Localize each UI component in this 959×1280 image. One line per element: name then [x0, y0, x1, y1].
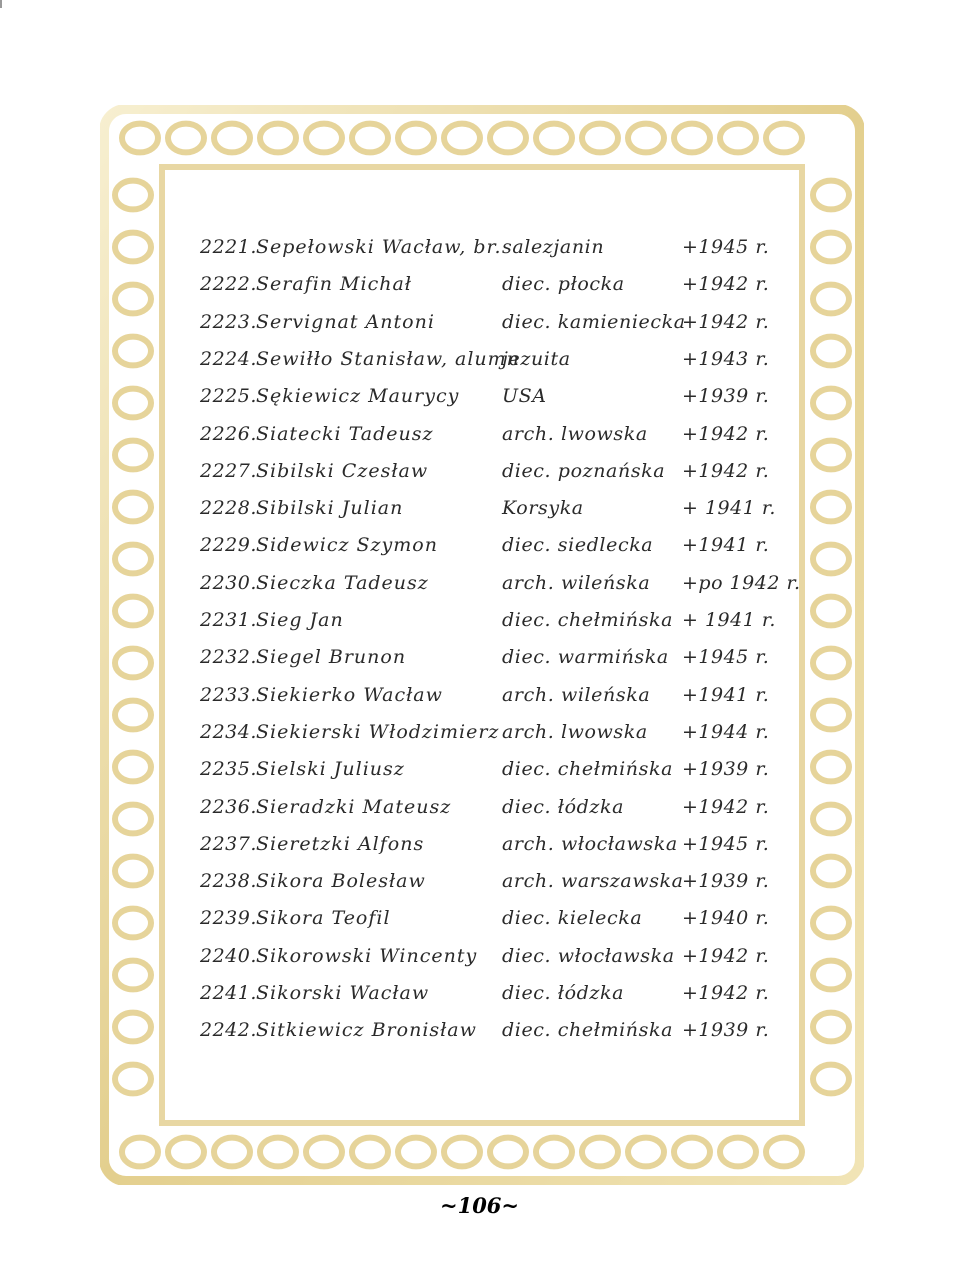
entry-diocese: diec. warmińska — [502, 646, 669, 669]
frame-ornament — [813, 181, 849, 210]
entry-name: Sikora Teofil — [256, 907, 391, 930]
list-entry — [196, 534, 786, 564]
frame-ornament — [352, 1138, 388, 1167]
frame-ornament — [813, 701, 849, 730]
frame-ornament — [122, 124, 158, 153]
list-entry — [196, 385, 786, 415]
list-entry — [196, 273, 786, 303]
entry-death-year: +po 1942 r. — [682, 571, 801, 594]
frame-ornament — [720, 124, 756, 153]
frame-ornament — [115, 337, 151, 366]
entry-death-year: + 1941 r. — [682, 609, 776, 631]
frame-ornament — [813, 337, 849, 366]
entry-diocese: arch. wileńska — [502, 683, 651, 706]
frame-ornament — [115, 545, 151, 574]
list-entry — [196, 684, 786, 714]
entry-number: 2238. — [200, 870, 257, 893]
frame-ornament — [813, 441, 849, 470]
entry-number: 2225. — [200, 385, 257, 408]
entry-name: Sielski Juliusz — [256, 758, 405, 781]
frame-ornament — [115, 493, 151, 522]
entry-number: 2231. — [200, 609, 257, 631]
frame-ornament — [115, 389, 151, 418]
list-entry — [196, 609, 786, 639]
entry-death-year: + 1941 r. — [682, 497, 776, 520]
frame-ornament — [115, 961, 151, 990]
entry-name: Siekierko Wacław — [256, 683, 443, 706]
entry-diocese: arch. lwowska — [502, 720, 648, 743]
entry-name: Sieradzki Mateusz — [256, 795, 452, 818]
entry-diocese: diec. kamieniecka — [502, 310, 686, 333]
entry-diocese: diec. płocka — [502, 273, 625, 296]
frame-ornament — [813, 805, 849, 834]
entry-death-year: +1942 r. — [682, 459, 770, 482]
frame-ornament — [813, 493, 849, 522]
entry-name: Sikora Bolesław — [256, 870, 426, 893]
frame-ornament — [115, 1065, 151, 1094]
frame-ornament — [490, 1138, 526, 1167]
entry-number: 2227. — [200, 459, 257, 482]
frame-ornament — [813, 285, 849, 314]
frame-ornament — [813, 389, 849, 418]
entry-number: 2236. — [200, 795, 257, 818]
entry-number: 2239. — [200, 907, 257, 930]
entry-name: Sieg Jan — [256, 609, 344, 631]
entry-diocese: Korsyka — [502, 497, 584, 520]
list-entry — [196, 907, 786, 937]
frame-ornament — [628, 1138, 664, 1167]
frame-ornament — [214, 1138, 250, 1167]
list-entry — [196, 721, 786, 751]
entry-number: 2229. — [200, 534, 257, 557]
entry-death-year: +1942 r. — [682, 795, 770, 818]
entry-number: 2228. — [200, 497, 257, 520]
entry-number: 2237. — [200, 832, 257, 855]
entry-name: Servignat Antoni — [256, 310, 435, 333]
entry-diocese: diec. chełmińska — [502, 1019, 674, 1042]
list-entry — [196, 870, 786, 900]
entry-death-year: +1939 r. — [682, 1019, 770, 1042]
frame-ornament — [168, 1138, 204, 1167]
frame-ornament — [115, 753, 151, 782]
entry-diocese: arch. włocławska — [502, 832, 678, 855]
entry-diocese: jezuita — [502, 347, 571, 370]
frame-ornament — [306, 1138, 342, 1167]
entry-name: Sikorski Wacław — [256, 982, 430, 1004]
frame-ornament — [122, 1138, 158, 1167]
frame-ornament — [813, 545, 849, 574]
entry-number: 2221. — [200, 236, 257, 258]
frame-ornament — [813, 233, 849, 262]
entry-diocese: diec. chełmińska — [502, 609, 674, 631]
list-entry — [196, 796, 786, 826]
list-entry — [196, 758, 786, 788]
entry-name: Sieretzki Alfons — [256, 832, 425, 855]
entry-name: Sidewicz Szymon — [256, 534, 438, 557]
frame-ornament — [260, 1138, 296, 1167]
frame-ornament — [813, 1065, 849, 1094]
frame-ornament — [398, 124, 434, 153]
entry-diocese: diec. poznańska — [502, 459, 666, 482]
frame-ornament — [582, 124, 618, 153]
entry-death-year: +1942 r. — [682, 273, 770, 296]
entry-diocese: salezjanin — [502, 236, 605, 258]
frame-ornament — [813, 909, 849, 938]
frame-ornament — [115, 909, 151, 938]
entry-diocese: arch. lwowska — [502, 422, 648, 445]
entry-death-year: +1940 r. — [682, 907, 770, 930]
entry-name: Sikorowski Wincenty — [256, 944, 478, 967]
frame-ornament — [720, 1138, 756, 1167]
frame-ornament — [813, 649, 849, 678]
frame-ornament — [115, 285, 151, 314]
frame-ornament — [115, 857, 151, 886]
frame-ornament — [115, 441, 151, 470]
list-entry — [196, 646, 786, 676]
entry-diocese: diec. chełmińska — [502, 758, 674, 781]
entry-number: 2224. — [200, 347, 257, 370]
frame-ornament — [766, 1138, 802, 1167]
frame-ornament — [306, 124, 342, 153]
entry-diocese: arch. wileńska — [502, 571, 651, 594]
list-entry — [196, 1019, 786, 1049]
entry-number: 2230. — [200, 571, 257, 594]
entry-name: Sieczka Tadeusz — [256, 571, 429, 594]
frame-ornament — [115, 649, 151, 678]
frame-ornament — [168, 124, 204, 153]
frame-ornament — [813, 1013, 849, 1042]
entry-death-year: +1944 r. — [682, 720, 770, 743]
frame-ornament — [444, 1138, 480, 1167]
entry-death-year: +1945 r. — [682, 236, 770, 258]
entry-diocese: USA — [502, 385, 547, 408]
entry-diocese: diec. łódzka — [502, 795, 625, 818]
frame-ornament — [813, 857, 849, 886]
list-entry — [196, 982, 786, 1012]
frame-ornament — [260, 124, 296, 153]
entry-name: Sękiewicz Maurycy — [256, 385, 460, 408]
frame-ornament — [813, 753, 849, 782]
frame-ornament — [444, 124, 480, 153]
entry-death-year: +1942 r. — [682, 944, 770, 967]
entry-diocese: diec. łódzka — [502, 982, 625, 1004]
entry-name: Siegel Brunon — [256, 646, 407, 669]
frame-ornament — [536, 1138, 572, 1167]
entry-diocese: diec. kielecka — [502, 907, 643, 930]
frame-ornament — [115, 805, 151, 834]
frame-ornament — [490, 124, 526, 153]
entry-name: Sewiłło Stanisław, alumn — [256, 347, 520, 370]
frame-ornament — [115, 181, 151, 210]
entry-name: Sibilski Czesław — [256, 459, 429, 482]
frame-ornament — [115, 1013, 151, 1042]
frame-ornament — [115, 233, 151, 262]
entry-number: 2235. — [200, 758, 257, 781]
frame-ornament — [766, 124, 802, 153]
entry-death-year: +1945 r. — [682, 646, 770, 669]
frame-ornament — [352, 124, 388, 153]
entry-number: 2223. — [200, 310, 257, 333]
entry-name: Sepełowski Wacław, br. — [256, 236, 502, 258]
list-entry — [196, 348, 786, 378]
frame-ornament — [674, 1138, 710, 1167]
page-number: ~106~ — [439, 1193, 520, 1218]
frame-ornament — [813, 597, 849, 626]
list-entry — [196, 833, 786, 863]
scan-mark — [0, 0, 2, 8]
list-entry — [196, 571, 801, 602]
entry-death-year: +1942 r. — [682, 310, 770, 333]
entry-death-year: +1945 r. — [682, 832, 770, 855]
entry-death-year: +1939 r. — [682, 870, 770, 893]
frame-ornament — [214, 124, 250, 153]
entry-number: 2233. — [200, 683, 257, 706]
list-entry — [196, 497, 786, 527]
frame-ornament — [398, 1138, 434, 1167]
list-entry — [196, 945, 786, 975]
list-entry — [196, 236, 786, 266]
frame-ornament — [115, 597, 151, 626]
frame-ornament — [674, 124, 710, 153]
entry-death-year: +1942 r. — [682, 422, 770, 445]
entry-death-year: +1939 r. — [682, 385, 770, 408]
entry-number: 2234. — [200, 720, 257, 743]
entry-diocese: arch. warszawska — [502, 870, 684, 893]
entry-number: 2232. — [200, 646, 257, 669]
list-entry — [196, 460, 786, 490]
entry-number: 2241. — [200, 982, 257, 1004]
entry-number: 2240. — [200, 944, 257, 967]
frame-ornament — [536, 124, 572, 153]
entry-name: Siatecki Tadeusz — [256, 422, 434, 445]
entry-death-year: +1942 r. — [682, 982, 770, 1004]
list-entry — [196, 423, 786, 453]
frame-ornament — [582, 1138, 618, 1167]
frame-ornament — [115, 701, 151, 730]
entry-number: 2222. — [200, 273, 257, 296]
entry-name: Sitkiewicz Bronisław — [256, 1019, 477, 1042]
list-entry — [196, 311, 786, 341]
entry-death-year: +1941 r. — [682, 683, 770, 706]
entry-name: Serafin Michał — [256, 273, 412, 296]
entry-diocese: diec. włocławska — [502, 944, 675, 967]
entry-number: 2226. — [200, 422, 257, 445]
entry-death-year: +1943 r. — [682, 347, 770, 370]
frame-ornament — [628, 124, 664, 153]
entry-diocese: diec. siedlecka — [502, 534, 654, 557]
entry-name: Siekierski Włodzimierz — [256, 720, 500, 743]
entry-death-year: +1941 r. — [682, 534, 770, 557]
frame-ornament — [813, 961, 849, 990]
entry-death-year: +1939 r. — [682, 758, 770, 781]
entry-name: Sibilski Julian — [256, 497, 404, 520]
entry-number: 2242. — [200, 1019, 257, 1042]
